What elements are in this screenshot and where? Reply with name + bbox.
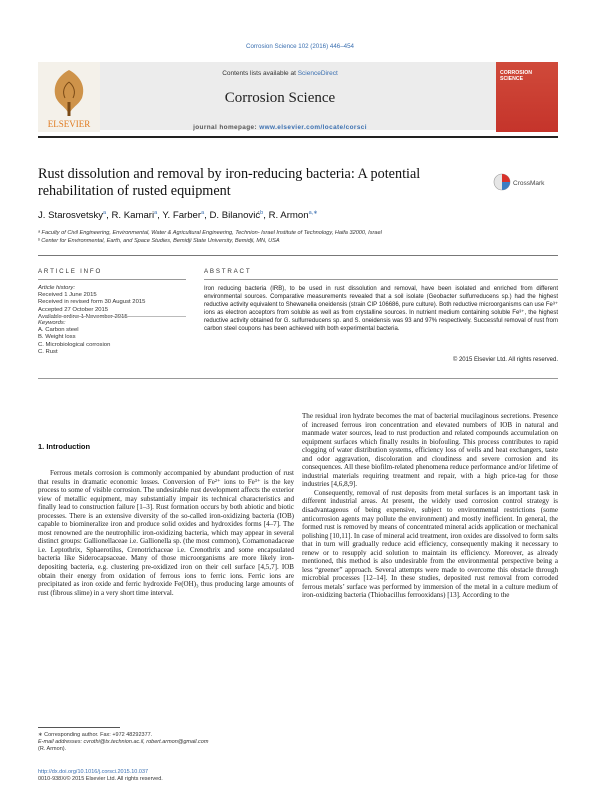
paragraph: The residual iron hydrate becomes the mat of bacterial mucilaginous secretions. Presence of increased ferrous iron concentration and elevated numbers of IOB in natural and manmade water sources, lead to rust production and related compounds accumulation on equipment surfaces which finally results in biofouling. This process contributes to rapid clogging of water distribution systems, efficiency loss of wells and heat exchangers, taste and odor aggravation, discoloration and cloudiness and severe corrosion and its consequences. All these biofilm-related phenomena reduce performance and/or lifetime of industrial materials requiring treatment and repair, with a high price-tag for those industries [4,6,8,9]. — [302, 412, 558, 489]
crossmark-label: CrossMark — [513, 180, 545, 187]
body-column-right — [302, 412, 558, 600]
history-revised: Received in revised form 30 August 2015 — [38, 299, 146, 306]
footnote-line: (R. Armon). — [38, 746, 67, 752]
section-heading: 1. Introduction — [38, 442, 91, 451]
doi-link[interactable]: http://dx.doi.org/10.1016/j.corsci.2015.10.037 — [38, 769, 149, 775]
paragraph: Consequently, removal of rust deposits from metal surfaces is an important task in different industrial areas. At present, the widely used corrosion control strategy is disadvantageous of being expensive, subject to environmental restrictions (some anticorrosion agents may pollute the environment) and mostly inefficient. In general, the formed rust is removed by means of concentrated mineral acids application or mechanical polishing [10,11]. In case of mineral acid treatment, iron oxides are dissolved to form salts that in turn will gradually reduce acid efficiency, consequently making it necessary to renew or to resupply acid solution to maintain its efficiency. Moreover, as already mentioned, this method is also undesirable from the environmental perspective being a less “greener” approach. Several attempts were made to overcome this obstacle through microbial processes [12–14]. In these studies, deposited rust removal from corroded ferrous metals’ surface was performed by immersion of the metal in a culture medium of iron-oxidizing bacteria (Thiobacillus ferrooxidans) [13]. According to the — [302, 488, 558, 600]
journal-reference[interactable]: Corrosion Science 102 (2016) 446–454 — [245, 43, 354, 50]
cover-title-line-1: CORROSION — [500, 70, 532, 76]
author[interactable]: J. Starosvetsky$^a$ — [38, 210, 107, 222]
journal-title: Corrosion Science — [224, 90, 336, 106]
contents-availability — [110, 70, 450, 77]
history-online: Available online 1 November 2015 — [38, 313, 128, 320]
elsevier-logo — [38, 62, 100, 132]
footnote-divider — [38, 727, 120, 728]
sciencedirect-link[interactable]: ScienceDirect — [297, 70, 338, 77]
footnote-line: ∗ Corresponding author. Fax: +972 48292377. — [38, 732, 153, 738]
contents-prefix: Contents lists available at — [222, 70, 298, 77]
journal-homepage — [110, 124, 450, 131]
divider — [38, 316, 186, 317]
keyword: C. Microbiological corrosion — [38, 341, 111, 348]
abstract-text: Iron reducing bacteria (IRB), to be used in rust dissolution and removal, have been isolated and enriched from different environmental sources. Comparative measurements revealed that a soil isolate (Geobacter sulfurreducens sp.) had the highest reductive activity equivalent to Shewanella oneidensis (strain CIP 106686, pure culture). Both reductive microorganisms can use Fe³⁺ ions as electron acceptors from soluble as well as from crystalline sources. In nutrient medium containing soluble Fe³⁺, the highest reductive activity obtained for G. sulfurreducens sp. and S. oneidensis was 93 and 97% respectively. Successful removal of rust from carbon steel coupons has been achieved with both experimental bacteria. — [204, 286, 558, 333]
issn-copyright: 0010-938X/© 2015 Elsevier Ltd. All rights reserved. — [38, 776, 163, 782]
cover-title-line-2: SCIENCE — [500, 76, 524, 82]
keyword: A. Carbon steel — [38, 327, 79, 334]
footnote-emails[interactable]: E-mail addresses: cvrothi@tx.technion.ac.il, robert.armon@gmail.com — [38, 739, 209, 745]
author[interactable]: R. Armon$^{a,∗}$ — [268, 210, 318, 222]
keywords-label: Keywords: — [38, 320, 66, 326]
history-accepted: Accepted 27 October 2015 — [38, 306, 109, 313]
divider — [38, 255, 558, 256]
author[interactable]: D. Bilanović$^b$ — [209, 210, 264, 222]
crossmark-badge[interactable] — [493, 172, 547, 199]
article-title: Rust dissolution and removal by iron-reducing bacteria: A potential rehabilitation of rusted equipment — [38, 166, 421, 199]
affiliation-b: ᵇ Center for Environmental, Earth, and Space Studies, Bemidji State University, Bemidji, MN, USA — [38, 238, 280, 244]
homepage-prefix: journal homepage: — [193, 124, 260, 131]
divider — [204, 279, 558, 280]
author[interactable]: Y. Farber$^a$ — [162, 210, 205, 222]
abstract-copyright: © 2015 Elsevier Ltd. All rights reserved. — [452, 357, 558, 363]
homepage-link[interactable]: www.elsevier.com/locate/corsci — [259, 124, 367, 131]
keyword: B. Weight loss — [38, 334, 76, 341]
author[interactable]: R. Kamari$^a$ — [111, 210, 158, 222]
history-received: Received 1 June 2015 — [38, 292, 97, 299]
affiliation-a: ᵃ Faculty of Civil Engineering, Environmental, Water & Agricultural Engineering, Technion- Israel Institute of Technology, Haifa 32000, Israel — [38, 230, 382, 236]
header-divider — [38, 136, 558, 138]
keyword: C. Rust — [38, 348, 58, 355]
abstract-heading: ABSTRACT — [204, 268, 252, 275]
divider — [38, 378, 558, 379]
corresponding-author-footnote — [38, 732, 294, 753]
elsevier-wordmark: ELSEVIER — [47, 119, 91, 129]
divider — [38, 279, 186, 280]
history-label: Article history: — [38, 285, 75, 291]
article-info-heading: ARTICLE INFO — [38, 268, 103, 275]
cover-title — [500, 70, 556, 82]
author-list: J. Starosvetsky$^a$, R. Kamari$^a$, Y. Farber$^a$, D. Bilanović$^b$, R. Armon$^{a,∗}$ — [38, 210, 318, 222]
paragraph: Ferrous metals corrosion is commonly accompanied by abundant production of rust that results in dramatic economic losses. Conversion of Fe²⁺ ions to Fe³⁺ is the key process to some of visible corrosion. The undesirable rust development affects the exterior view of metallic equipment, may substantially impair its technical characteristics and finally lead to construction failure [1–3]. Rust formation occurs by both abiotic and biotic processes. There is an extensive diversity of the so-called iron-oxidizing bacteria (IOB) capable to biomineralize iron and produce solid oxides and hydroxides forms [4–7]. The most renowned are the neutrophilic iron-oxidizing bacteria, which may appear in several distinct groups: Gallionellaceae i.e. Gallionella sp. (the most common), Comamonadaceae i.e. Leptothrix, Sphaerotilus, Crenotrichaceae i.e. Crenothrix and some encapsulated bacteria like Siderocapsaceae. Many of those microorganisms are more likely iron-depositing bacteria, e.g. clustering pre-oxidized iron on their cell surface [4,5,7]. IOB obtain their energy from oxidation of ferrous ions to ferric ions. Ferric ions are precipitated as iron oxide and ferric hydroxide Fe(OH)₃ thus producing large amounts of rust (fibrous slime) in a very short time interval. — [38, 469, 294, 597]
body-column-left — [38, 469, 294, 597]
doi-block — [38, 769, 294, 783]
keywords — [38, 320, 188, 356]
